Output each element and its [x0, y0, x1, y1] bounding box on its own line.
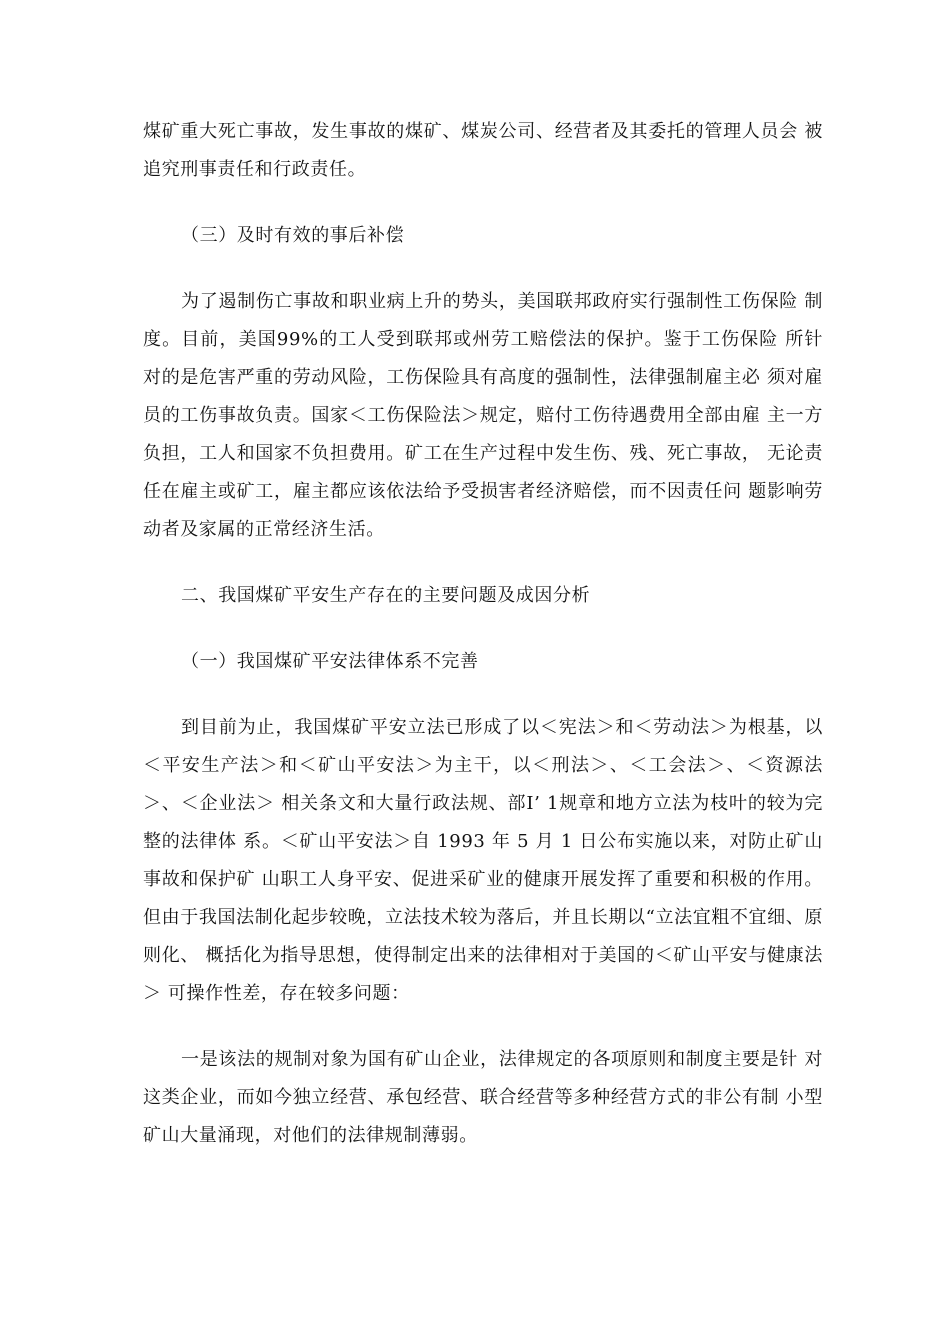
paragraph-workers-insurance: 为了遏制伤亡事故和职业病上升的势头，美国联邦政府实行强制性工伤保险 制度。目前，美国99%的工人受到联邦或州劳工赔偿法的保护。鉴于工伤保险 所针对的是危害严重的劳动风险，工伤保险具有高度的强制性，法律强制雇主必 须对雇员的工伤事故负责。国家＜工伤保险法＞规定，赔付工伤待遇费用全部由雇 主一方负担，工人和国家不负担费用。矿工在生产过程中发生伤、残、死亡事故， 无论责任在雇主或矿工，雇主都应该依法给予受损害者经济赔偿，而不因责任问 题影响劳动者及家属的正常经济生活。: [143, 291, 823, 540]
heading-compensation: （三）及时有效的事后补偿: [181, 225, 405, 246]
paragraph-problem-one: 一是该法的规制对象为国有矿山企业，法律规定的各项原则和制度主要是针 对这类企业，而如今独立经营、承包经营、联合经营等多种经营方式的非公有制 小型矿山大量涌现，对他们的法律规制薄弱。: [143, 1049, 823, 1146]
spacer: [143, 549, 823, 577]
spacer: [143, 255, 823, 283]
spacer: [143, 681, 823, 709]
paragraph-accident-liability: 煤矿重大死亡事故，发生事故的煤矿、煤炭公司、经营者及其委托的管理人员会 被追究刑事责任和行政责任。: [143, 121, 823, 180]
heading-legal-system: （一）我国煤矿平安法律体系不完善: [181, 651, 479, 672]
spacer: [143, 189, 823, 217]
spacer: [143, 1013, 823, 1041]
heading-section-two: 二、我国煤矿平安生产存在的主要问题及成因分析: [181, 585, 591, 606]
paragraph-legal-framework: 到目前为止，我国煤矿平安立法已形成了以＜宪法＞和＜劳动法＞为根基，以＜平安生产法＞和＜矿山平安法＞为主干，以＜刑法＞、＜工会法＞、＜资源法＞、＜企业法＞ 相关条文和大量行政法规、部I’ 1规章和地方立法为枝叶的较为完整的法律体 系。＜矿山平安法＞自 1993 年 5 月 1 日公布实施以来，对防止矿山事故和保护矿 山职工人身平安、促进采矿业的健康开展发挥了重要和积极的作用。但由于我国法制化起步较晚，立法技术较为落后，并且长期以“立法宜粗不宜细、原则化、 概括化为指导思想，使得制定出来的法律相对于美国的＜矿山平安与健康法＞ 可操作性差，存在较多问题：: [143, 717, 823, 1004]
document-page: [143, 113, 823, 1155]
spacer: [143, 615, 823, 643]
